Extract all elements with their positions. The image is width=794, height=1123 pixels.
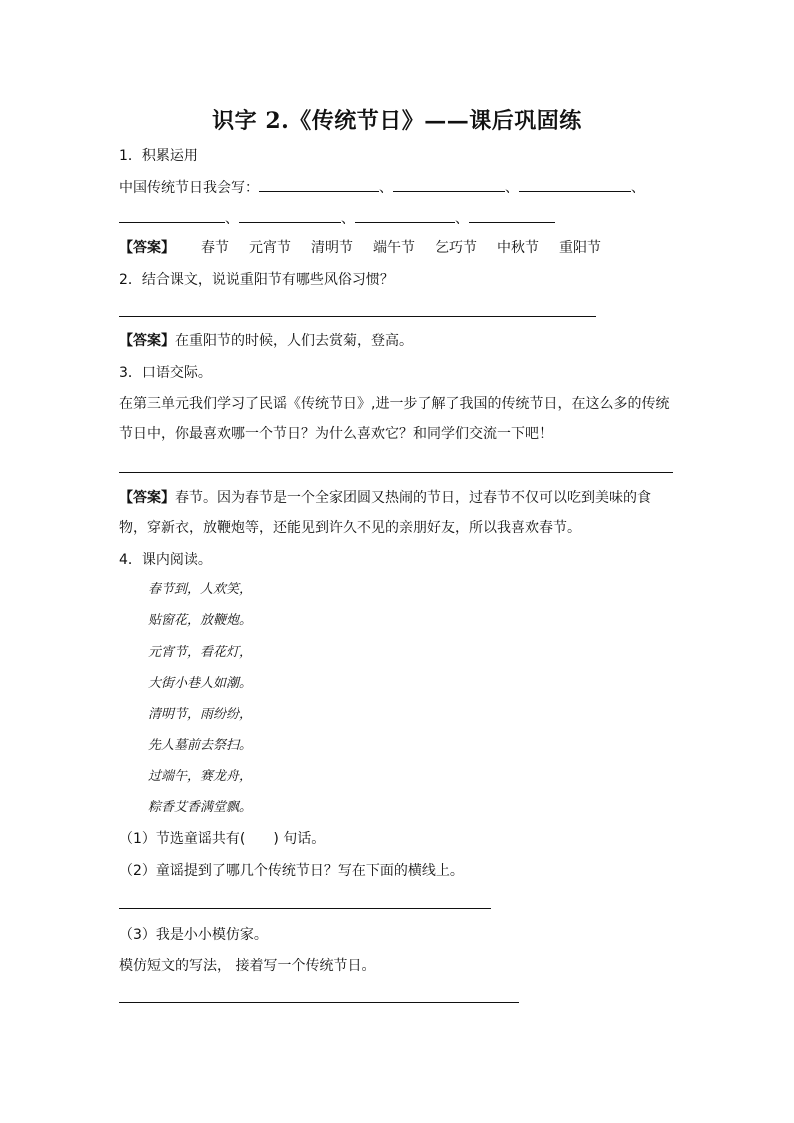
answer-line[interactable]: [119, 908, 491, 909]
answer-term: 端午节: [373, 240, 415, 256]
answer-term: 乞巧节: [435, 240, 477, 256]
answer-blank[interactable]: [519, 177, 631, 192]
separator: 、: [455, 211, 469, 227]
poem-line: 先人墓前去祭扫。: [148, 738, 253, 753]
q3-text-line: 在第三单元我们学习了民谣《传统节日》,进一步了解了我国的传统节日，在这么多的传统: [119, 396, 670, 412]
separator: 、: [379, 180, 393, 196]
answer-line[interactable]: [119, 1002, 519, 1003]
page-title: 识字 2.《传统节日》——课后巩固练: [212, 108, 582, 134]
q4-sub3: （3）我是小小模仿家。: [119, 927, 268, 943]
q4-sub3-text: 模仿短文的写法， 接着写一个传统节日。: [119, 958, 376, 974]
poem-line: 过端午，赛龙舟，: [148, 769, 253, 784]
q1-prompt: 中国传统节日我会写：: [119, 180, 259, 196]
q3-heading: 3．口语交际。: [119, 365, 212, 381]
q1-answer-line: [119, 238, 621, 258]
poem-line: 大街小巷人如潮。: [148, 676, 253, 691]
q3-answer: [119, 488, 651, 508]
poem-line: 元宵节，看花灯，: [148, 645, 253, 660]
answer-term: 中秋节: [497, 240, 539, 256]
answer-blank[interactable]: [119, 208, 225, 223]
answer-blank[interactable]: [469, 208, 555, 223]
q3-answer-cont: 物，穿新衣，放鞭炮等，还能见到许久不见的亲朋好友，所以我喜欢春节。: [119, 520, 581, 536]
separator: 、: [631, 180, 645, 196]
answer-blank[interactable]: [239, 208, 341, 223]
q1-prompt-line: [119, 177, 645, 198]
q4-heading: 4．课内阅读。: [119, 552, 212, 568]
answer-tag: 【答案】: [119, 490, 175, 506]
answer-blank[interactable]: [393, 177, 505, 192]
answer-tag: 【答案】: [119, 240, 175, 256]
separator: 、: [341, 211, 355, 227]
q2-heading: 2．结合课文，说说重阳节有哪些风俗习惯？: [119, 272, 394, 288]
q4-sub2: （2）童谣提到了哪几个传统节日？写在下面的横线上。: [119, 863, 464, 879]
answer-line[interactable]: [119, 316, 596, 317]
answer-blank[interactable]: [259, 177, 379, 192]
separator: 、: [505, 180, 519, 196]
poem-line: 春节到，人欢笑，: [148, 582, 253, 597]
answer-term: 清明节: [311, 240, 353, 256]
answer-term: 元宵节: [249, 240, 291, 256]
answer-text: 春节。因为春节是一个全家团圆又热闹的节日，过春节不仅可以吃到美味的食: [175, 490, 651, 506]
poem-line: 清明节，雨纷纷，: [148, 707, 253, 722]
q1-heading: 1．积累运用: [119, 148, 198, 164]
separator: 、: [225, 211, 239, 227]
q1-blank-line: [119, 208, 555, 229]
answer-text: 在重阳节的时候，人们去赏菊，登高。: [175, 333, 413, 349]
answer-term: 春节: [201, 240, 229, 256]
answer-tag: 【答案】: [119, 333, 175, 349]
q3-text-line: 节日中，你最喜欢哪一个节日？为什么喜欢它？和同学们交流一下吧！: [119, 426, 553, 442]
answer-blank[interactable]: [355, 208, 455, 223]
poem-line: 贴窗花，放鞭炮。: [148, 613, 253, 628]
answer-term: 重阳节: [559, 240, 601, 256]
answer-line[interactable]: [119, 472, 673, 473]
q2-answer: [119, 331, 413, 351]
q4-sub1: （1）节选童谣共有( ) 句话。: [119, 831, 326, 847]
poem-line: 粽香艾香满堂飘。: [148, 800, 253, 815]
